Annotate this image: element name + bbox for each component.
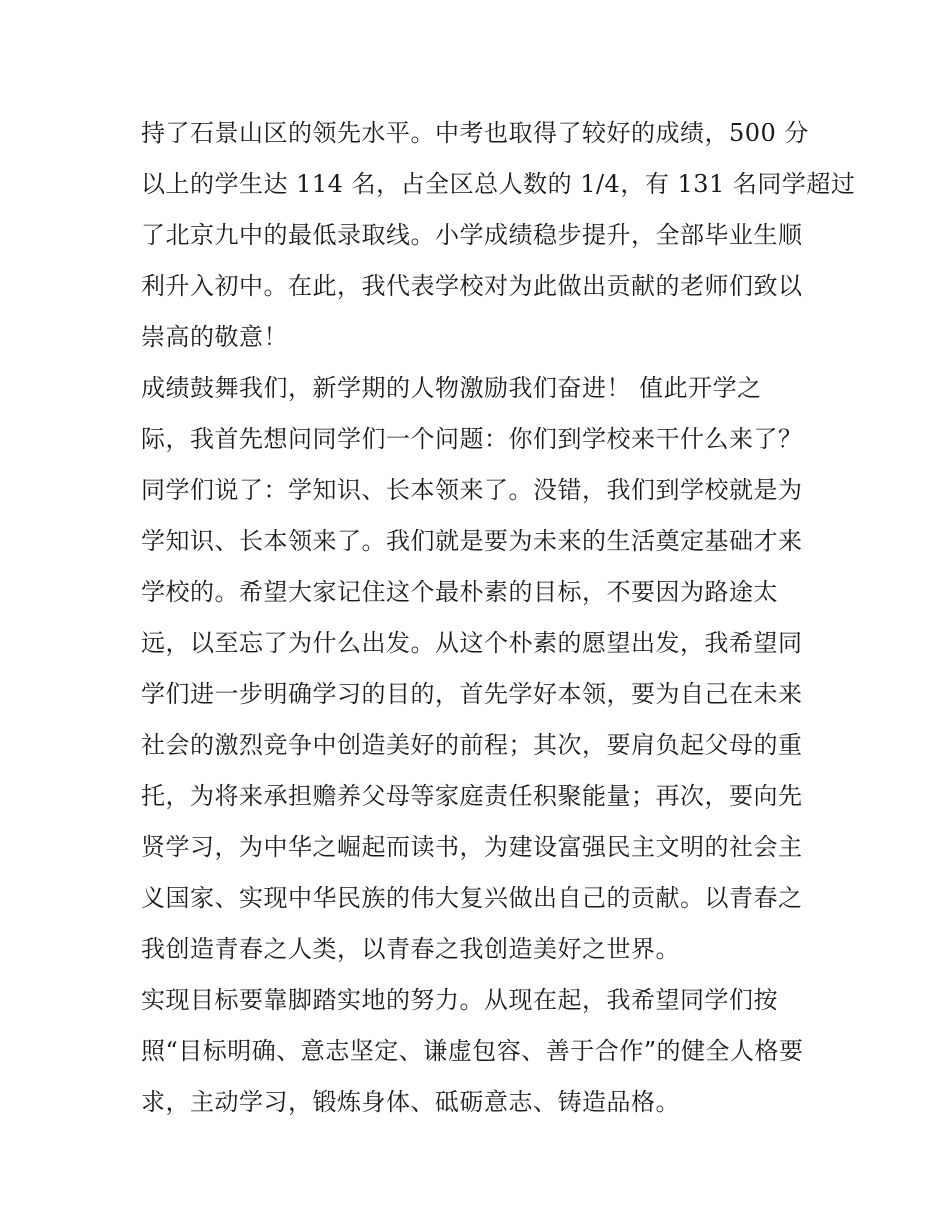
text-line: 学们进一步明确学习的目的，首先学好本领，要为自己在未来: [141, 680, 803, 708]
text-line: 我创造青春之人类，以青春之我创造美好之世界。: [141, 935, 680, 963]
text-line: 学知识、长本领来了。我们就是要为未来的生活奠定基础才来: [141, 527, 803, 555]
text-line: 学校的。希望大家记住这个最朴素的目标，不要因为路途太: [141, 578, 778, 606]
text-line: 实现目标要靠脚踏实地的努力。从现在起，我希望同学们按: [141, 986, 778, 1014]
document-body: [141, 108, 856, 1128]
text-line: 成绩鼓舞我们，新学期的人物激励我们奋进！ 值此开学之: [141, 374, 762, 402]
text-line: 求，主动学习，锻炼身体、砥砺意志、铸造品格。: [141, 1088, 680, 1116]
text-line: 持了石景山区的领先水平。中考也取得了较好的成绩，500 分: [141, 119, 809, 147]
text-line: 崇高的敬意！: [141, 323, 288, 351]
text-line: 同学们说了：学知识、长本领来了。没错，我们到学校就是为: [141, 476, 803, 504]
text-line: 了北京九中的最低录取线。小学成绩稳步提升，全部毕业生顺: [141, 221, 803, 249]
text-line: 贤学习，为中华之崛起而读书，为建设富强民主文明的社会主: [141, 833, 803, 861]
text-line: 社会的激烈竞争中创造美好的前程；其次，要肩负起父母的重: [141, 731, 803, 759]
text-line: 际，我首先想问同学们一个问题：你们到学校来干什么来了？: [141, 425, 803, 453]
text-line: 利升入初中。在此，我代表学校对为此做出贡献的老师们致以: [141, 272, 803, 300]
text-line: 以上的学生达 114 名，占全区总人数的 1/4，有 131 名同学超过: [141, 170, 856, 198]
text-line: 照“目标明确、意志坚定、谦虚包容、善于合作”的健全人格要: [141, 1037, 804, 1065]
text-line: 远，以至忘了为什么出发。从这个朴素的愿望出发，我希望同: [141, 629, 803, 657]
text-line: 义国家、实现中华民族的伟大复兴做出自己的贡献。以青春之: [141, 884, 803, 912]
text-line: 托，为将来承担赡养父母等家庭责任积聚能量；再次，要向先: [141, 782, 803, 810]
